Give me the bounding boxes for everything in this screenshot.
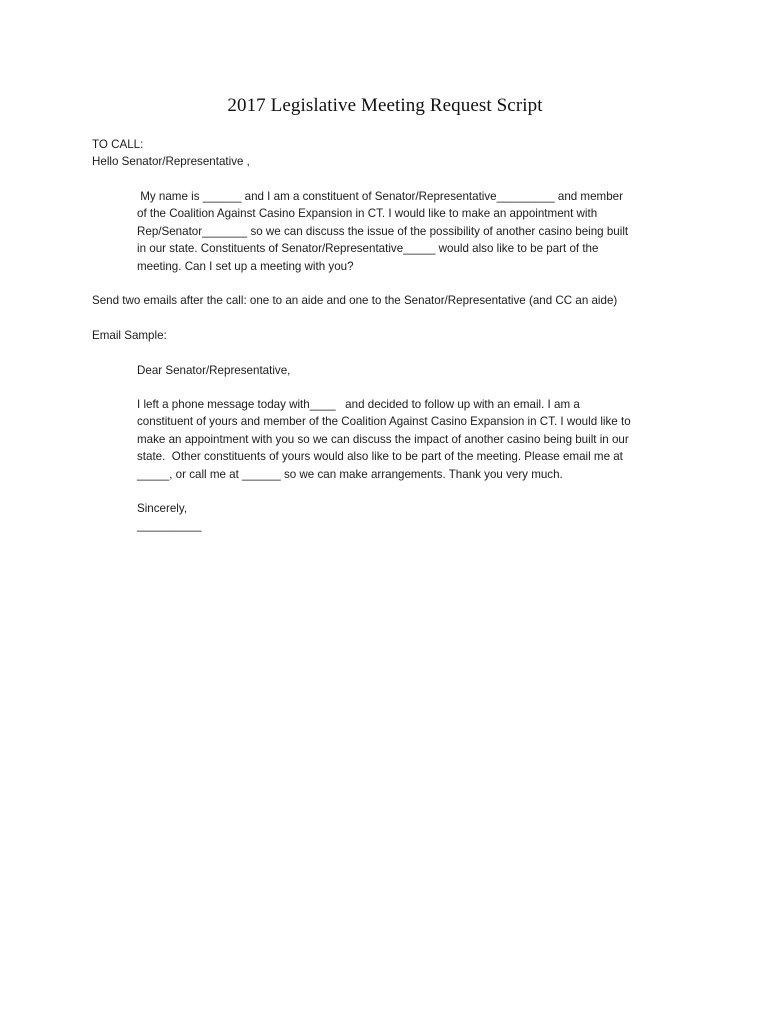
call-script-line: of the Coalition Against Casino Expansion in CT. I would like to make an appointment with [137, 207, 598, 221]
email-body-line: state. Other constituents of yours would also like to be part of the meeting. Please email me at [137, 450, 623, 464]
email-salutation-block [137, 362, 697, 379]
email-closing: Sincerely, [137, 502, 188, 515]
to-call-label: TO CALL: [92, 138, 144, 151]
document-title: 2017 Legislative Meeting Request Script [227, 95, 543, 116]
call-script-line: in our state. Constituents of Senator/Representative_____ would also like to be part of the [137, 242, 599, 256]
email-salutation: Dear Senator/Representative, [137, 364, 291, 377]
call-script-line: meeting. Can I set up a meeting with you? [137, 259, 354, 273]
email-body [137, 396, 697, 483]
email-body-line: constituent of yours and member of the Coalition Against Casino Expansion in CT. I would like to [137, 415, 631, 429]
greeting: Hello Senator/Representative , [92, 155, 250, 168]
call-script [137, 188, 697, 275]
email-instruction: Send two emails after the call: one to an aide and one to the Senator/Representative (and CC an aide) [92, 294, 618, 307]
email-sample-label: Email Sample: [92, 329, 167, 342]
call-script-line: Rep/Senator_______ so we can discuss the issue of the possibility of another casino being built [137, 224, 629, 238]
email-body-line: _____, or call me at ______ so we can make arrangements. Thank you very much. [137, 467, 563, 481]
email-closing-block [137, 500, 697, 535]
call-script-line: My name is ______ and I am a constituent of Senator/Representative_________ and member [137, 190, 623, 203]
signature-line: __________ [137, 519, 202, 533]
email-body-line: I left a phone message today with____ and decided to follow up with an email. I am a [137, 398, 580, 411]
email-body-line: make an appointment with you so we can discuss the impact of another casino being built in our [137, 432, 629, 446]
